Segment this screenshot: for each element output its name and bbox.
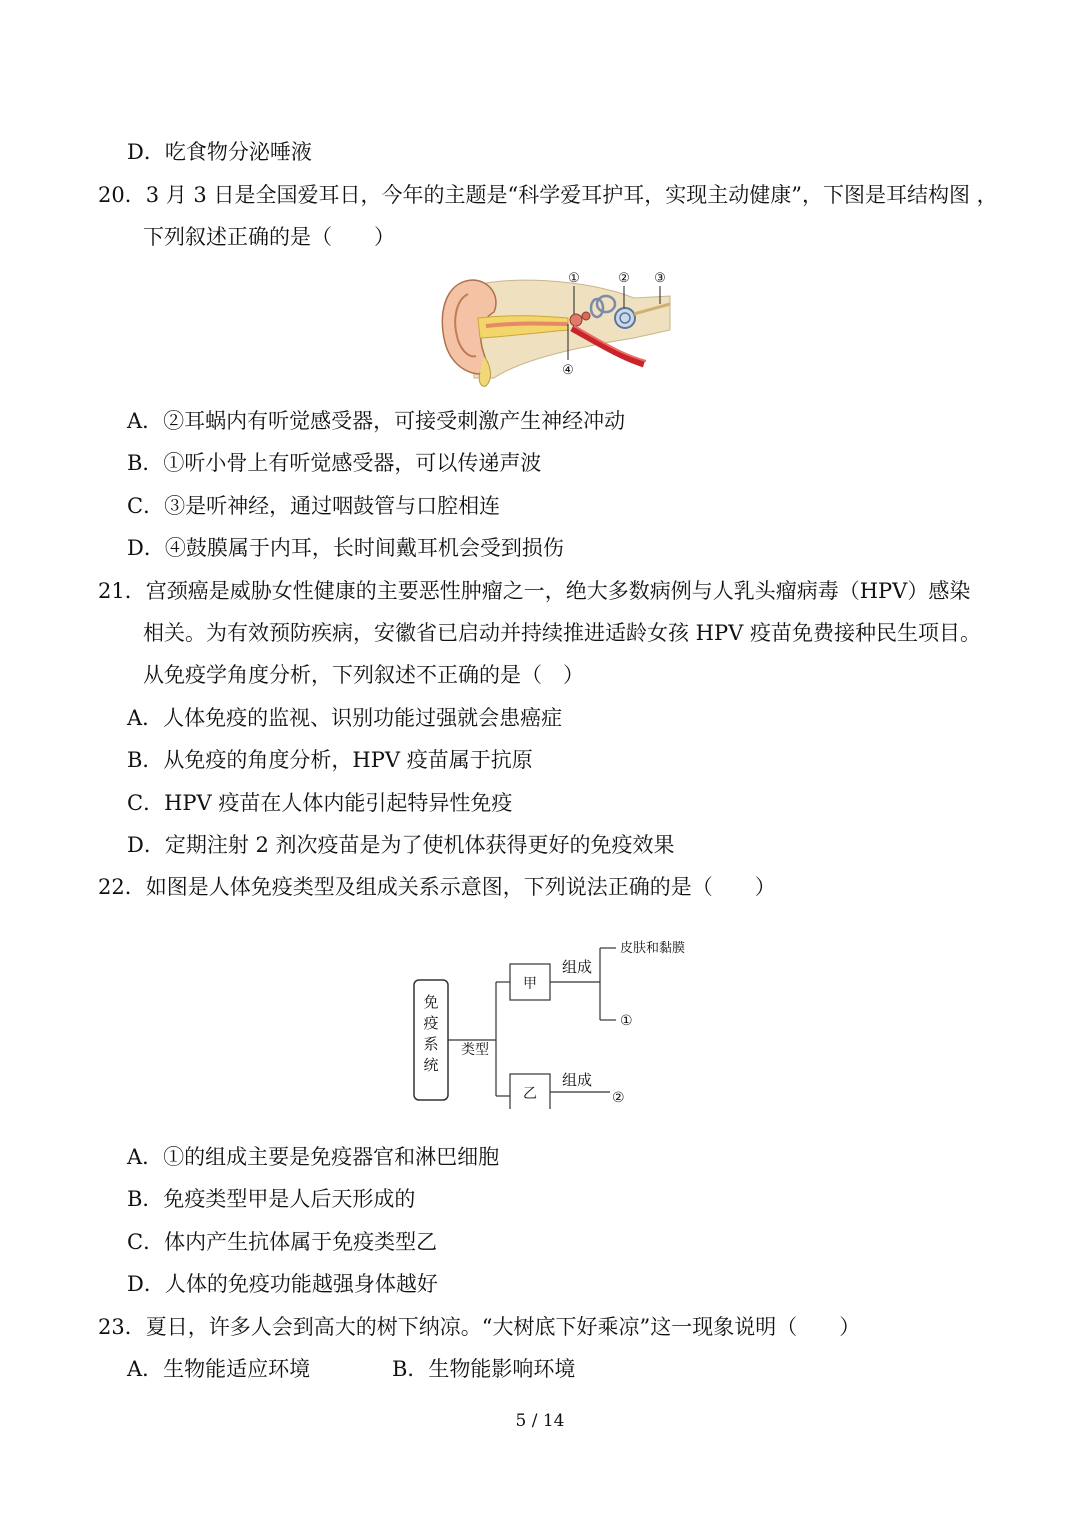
q22-option-a: A．①的组成主要是免疫器官和淋巴细胞 [127,1145,500,1169]
c1-label: ① [620,1013,633,1029]
fig-label-3: ③ [654,271,666,286]
q21-option-a: A．人体免疫的监视、识别功能过强就会患癌症 [127,706,563,730]
q20-option-c: C．③是听神经，通过咽鼓管与口腔相连 [127,494,501,518]
ossicle-shape [570,314,582,326]
q23-option-b: B．生物能影响环境 [392,1357,576,1381]
canal-lining [486,324,568,327]
fig-label-1: ① [568,271,580,286]
q22-stem: 22．如图是人体免疫类型及组成关系示意图，下列说法正确的是（ ） [98,875,776,899]
q19-option-d: D．吃食物分泌唾液 [127,140,312,164]
q23-option-a: A．生物能适应环境 [127,1357,311,1381]
ear-structure-figure [434,268,674,392]
q20-stem-line1: 20．3 月 3 日是全国爱耳日，今年的主题是“科学爱耳护耳，实现主动健康”，下图是耳结构图 ， [98,183,998,207]
q21-option-d: D．定期注射 2 剂次疫苗是为了使机体获得更好的免疫效果 [127,833,675,857]
q21-stem-line3: 从免疫学角度分析，下列叙述不正确的是（ ） [143,663,584,687]
system-char-2: 疫 [423,1014,439,1032]
immune-system-diagram [410,934,700,1109]
compose-label-1: 组成 [561,958,593,976]
yi-label: 乙 [523,1086,537,1102]
q20-option-d: D．④鼓膜属于内耳，长时间戴耳机会受到损伤 [127,536,564,560]
skin-label: 皮肤和黏膜 [620,941,686,956]
q21-stem-line2: 相关。为有效预防疾病，安徽省已启动并持续推进适龄女孩 HPV 疫苗免费接种民生项目。 [143,621,981,645]
q22-option-c: C．体内产生抗体属于免疫类型乙 [127,1230,438,1254]
system-char-3: 系 [423,1035,439,1053]
q22-option-b: B．免疫类型甲是人后天形成的 [127,1187,416,1211]
q20-option-b: B．①听小骨上有听觉感受器，可以传递声波 [127,451,542,475]
jia-label: 甲 [523,976,537,992]
type-label: 类型 [461,1042,489,1058]
q23-stem: 23．夏日，许多人会到高大的树下纳凉。“大树底下好乘凉”这一现象说明（ ） [98,1315,861,1339]
fig-label-4: ④ [562,363,574,378]
system-char-4: 统 [423,1056,439,1074]
q21-stem-line1: 21．宫颈癌是威胁女性健康的主要恶性肿瘤之一，绝大多数病例与人乳头瘤病毒（HPV）感染 [98,579,971,603]
cochlea-shape [615,308,635,328]
ossicle-shape-2 [582,312,590,320]
page-number: 5 / 14 [515,1411,565,1431]
fig-label-2: ② [618,271,630,286]
q22-option-d: D．人体的免疫功能越强身体越好 [127,1272,438,1296]
compose-label-2: 组成 [561,1071,593,1089]
q20-option-a: A．②耳蜗内有听觉感受器，可接受刺激产生神经冲动 [127,409,626,433]
c2-label: ② [612,1090,625,1106]
system-char-1: 免 [423,993,439,1011]
q20-stem-line2: 下列叙述正确的是（ ） [143,225,395,249]
q21-option-b: B．从免疫的角度分析，HPV 疫苗属于抗原 [127,748,533,772]
q21-option-c: C．HPV 疫苗在人体内能引起特异性免疫 [127,791,513,815]
